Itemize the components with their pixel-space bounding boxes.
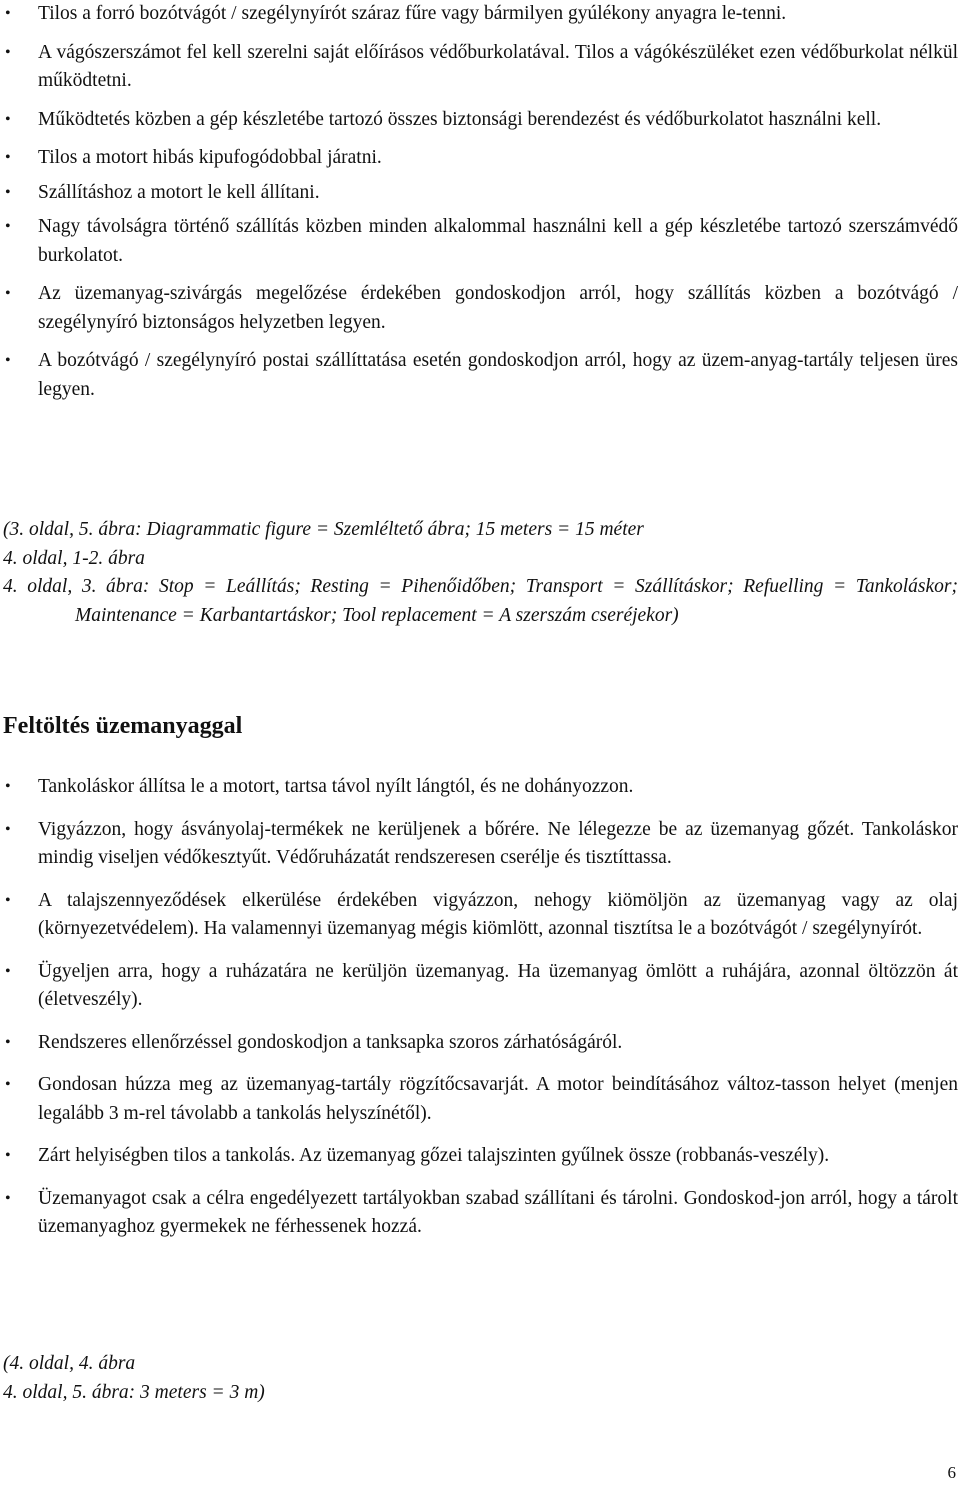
bullet-icon: • [5,285,11,302]
figure-note: (3. oldal, 5. ábra: Diagrammatic figure = Szemléltető ábra; 15 meters = 15 méter [3,519,644,540]
bullet-icon: • [5,962,11,980]
list-item-text: Rendszeres ellenőrzéssel gondoskodjon a tanksapka szoros zárhatóságáról. [38,1031,623,1053]
list-item [0,0,958,29]
list-item-text: A bozótvágó / szegélynyíró postai szállíttatása esetén gondoskodjon arról, hogy az üzem-anyag-tartály teljesen üres legyen. [38,350,958,400]
bullet-icon: • [5,820,11,838]
bullet-icon: • [5,1033,11,1051]
list-item [0,773,958,802]
bullet-icon: • [5,183,11,201]
bullet-icon: • [5,149,11,166]
list-item [0,1071,958,1128]
list-item [0,280,958,337]
bullet-icon: • [5,1076,11,1093]
list-item [0,179,958,208]
figure-note: 4. oldal, 3. ábra: Stop = Leállítás; Resting = Pihenőidőben; Transport = Szállításkor; Refuelling = Tankoláskor; Maintenance = Karbantartáskor; Tool replacement = A szerszám cseréjekor) [3,576,958,626]
safety-rules-list [0,0,958,414]
list-item-text: Nagy távolságra történő szállítás közben minden alkalommal használni kell a gép készletébe tartozó szerszámvédő burkolatot. [38,216,958,266]
bullet-icon: • [5,1189,11,1207]
bullet-icon: • [5,218,11,235]
list-item-text: Tilos a forró bozótvágót / szegélynyírót száraz fűre vagy bármilyen gyúlékony anyagra le-tenni. [38,3,787,24]
list-item-text: Tilos a motort hibás kipufogódobbal járatni. [38,147,382,168]
list-item-text: A vágószerszámot fel kell szerelni saját előírásos védőburkolatával. Tilos a vágókészüléket ezen védőburkolat nélkül működtetni. [38,41,958,91]
list-item-text: Szállításhoz a motort le kell állítani. [38,181,320,203]
bullet-icon: • [5,778,11,795]
bullet-icon: • [5,5,11,22]
figure-notes [3,516,958,630]
figure-note: 4. oldal, 1-2. ábra [3,547,145,569]
page-number: 6 [947,1463,956,1482]
figure-notes [3,1350,958,1407]
list-item [0,144,958,173]
list-item [0,1029,958,1058]
section-title: Feltöltés üzemanyaggal [3,713,243,739]
list-item [0,887,958,944]
figure-note: 4. oldal, 5. ábra: 3 meters = 3 m) [3,1381,265,1403]
list-item-text: Üzemanyagot csak a célra engedélyezett tartályokban szabad szállítani és tárolni. Gondoskod-jon arról, hogy a tárolt üzemanyaghoz gyermekek ne férhessenek hozzá. [38,1187,958,1237]
figure-note: (4. oldal, 4. ábra [3,1353,136,1374]
bullet-icon: • [5,891,11,909]
list-item-text: Zárt helyiségben tilos a tankolás. Az üzemanyag gőzei talajszinten gyűlnek össze (robbanás-veszély). [38,1145,830,1166]
refuelling-rules-list [0,773,958,1256]
list-item-text: Ügyeljen arra, hogy a ruházatára ne kerüljön üzemanyag. Ha üzemanyag ömlött a ruhájára, azonnal öltözzön át (életveszély). [38,960,958,1010]
list-item-text: Az üzemanyag-szivárgás megelőzése érdekében gondoskodjon arról, hogy szállítás közben a bozótvágó / szegélynyíró biztonságos helyzetben legyen. [38,283,958,333]
list-item-text: Tankoláskor állítsa le a motort, tartsa távol nyílt lángtól, és ne dohányozzon. [38,776,634,797]
list-item [0,958,958,1015]
list-item [0,1185,958,1242]
list-item-text: A talajszennyeződések elkerülése érdekében vigyázzon, nehogy kiömöljön az üzemanyag vagy az olaj (környezetvédelem). Ha valamennyi üzemanyag mégis kiömlött, azonnal tisztítsa le a bozótvágót / szegélynyírót. [38,889,958,939]
bullet-icon: • [5,110,11,128]
list-item [0,816,958,873]
list-item-text: Gondosan húzza meg az üzemanyag-tartály rögzítőcsavarját. A motor beindításához változ-tasson helyet (menjen legalább 3 m-rel távolabb a tankolás helyszínétől). [38,1074,958,1124]
list-item [0,39,958,96]
list-item-text: Vigyázzon, hogy ásványolaj-termékek ne kerüljenek a bőrére. Ne lélegezze be az üzemanyag gőzét. Tankoláskor mindig viseljen védőkesztyűt. Védőruházatát rendszeresen cserélje és tisztíttassa. [38,818,958,868]
bullet-icon: • [5,43,11,61]
list-item-text: Működtetés közben a gép készletébe tartozó összes biztonsági berendezést és védőburkolatot használni kell. [38,108,882,130]
bullet-icon: • [5,352,11,369]
list-item [0,347,958,404]
list-item [0,213,958,270]
list-item [0,1142,958,1171]
bullet-icon: • [5,1147,11,1164]
list-item [0,106,958,135]
